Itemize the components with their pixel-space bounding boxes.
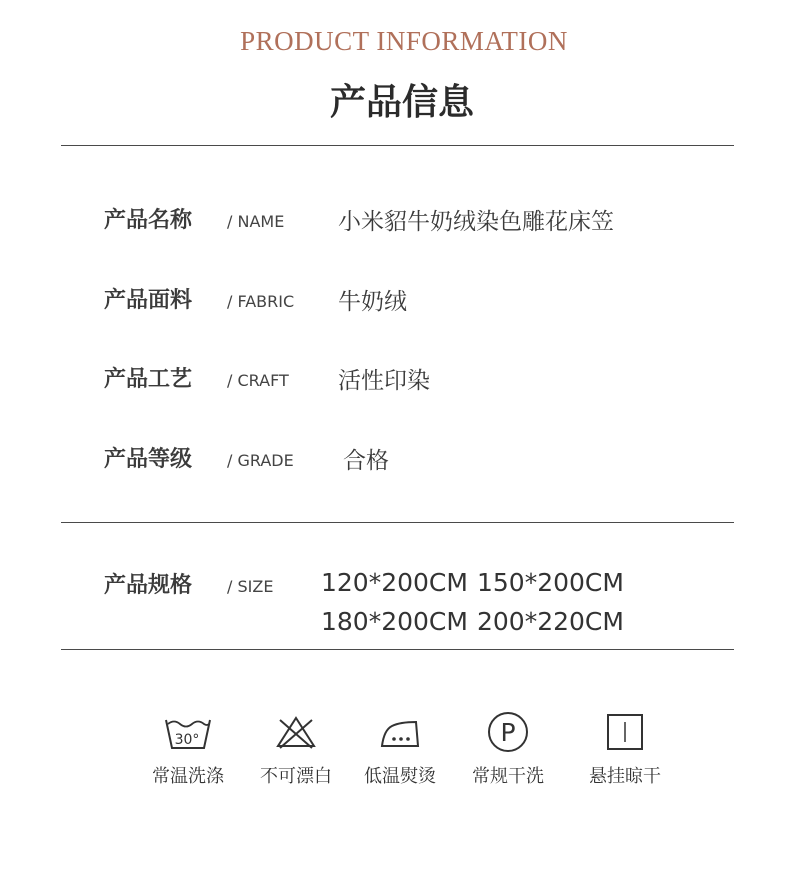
care-label: 不可漂白 [260, 766, 332, 787]
care-label: 常规干洗 [472, 766, 544, 787]
row-label: 产品名称 [104, 208, 193, 233]
info-row-fabric [0, 283, 790, 323]
dry-clean-p-icon [482, 712, 534, 752]
care-label: 常温洗涤 [152, 766, 224, 787]
care-item-bleach [246, 712, 346, 788]
row-value: 小米貂牛奶绒染色雕花床笠 [338, 209, 614, 235]
row-en-label: / NAME [227, 212, 285, 231]
row-label: 产品工艺 [104, 367, 193, 392]
row-label: 产品规格 [104, 573, 193, 598]
row-en-label: / CRAFT [227, 371, 289, 390]
low-iron-icon [374, 712, 426, 752]
en-title: PRODUCT INFORMATION [240, 26, 568, 56]
care-item-dryclean [458, 712, 558, 788]
care-item-iron [350, 712, 450, 788]
info-row-grade [0, 442, 790, 482]
row-label: 产品等级 [104, 447, 193, 472]
care-item-wash [138, 712, 238, 788]
hang-dry-icon [599, 712, 651, 752]
divider-top [61, 145, 734, 146]
wash-temperature: 30° [174, 732, 200, 748]
row-en-label: / GRADE [227, 451, 294, 470]
no-bleach-icon [270, 712, 322, 752]
row-en-label: / SIZE [227, 577, 274, 596]
row-value: 牛奶绒 [338, 289, 407, 315]
size-value: 120*200CM [321, 568, 468, 597]
row-en-label: / FABRIC [227, 292, 295, 311]
info-row-craft [0, 362, 790, 402]
size-value: 200*220CM [477, 607, 624, 636]
row-label: 产品面料 [104, 288, 193, 313]
info-row-name [0, 203, 790, 243]
care-item-hang [575, 712, 675, 788]
row-value: 合格 [343, 448, 389, 474]
size-value: 150*200CM [477, 568, 624, 597]
divider-middle [61, 522, 734, 523]
care-label: 低温熨烫 [364, 766, 436, 787]
page-title: 产品信息 [329, 82, 474, 123]
wash-30-icon [162, 712, 214, 752]
row-value: 活性印染 [338, 368, 430, 394]
divider-bottom [61, 649, 734, 650]
care-label: 悬挂晾干 [589, 766, 661, 787]
size-value: 180*200CM [321, 607, 468, 636]
dry-clean-letter: P [500, 718, 516, 747]
